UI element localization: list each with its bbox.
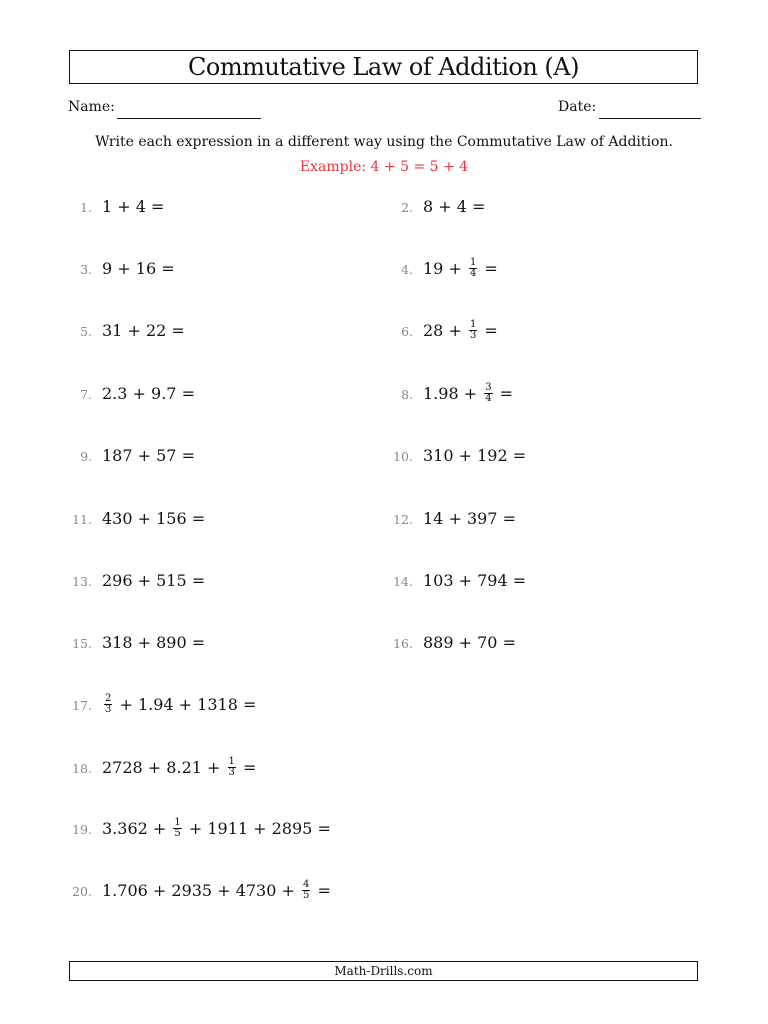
fraction-term: $\frac{1}{5}$ [174, 817, 181, 839]
problem-number: 12. [393, 512, 413, 527]
problem-expression [423, 197, 485, 216]
number-term: 19 [423, 259, 444, 278]
number-term: 296 [102, 571, 133, 590]
equals-sign: = [176, 384, 195, 403]
plus-operator: + [453, 446, 478, 465]
date-field[interactable] [599, 118, 701, 119]
equals-sign: = [507, 571, 527, 590]
plus-operator: + [453, 571, 478, 590]
number-term: 2935 [171, 881, 213, 900]
equals-sign: = [237, 758, 257, 777]
problem-number: 10. [393, 449, 413, 464]
fraction-term: $\frac{2}{3}$ [105, 693, 112, 715]
number-term: 156 [156, 509, 187, 528]
number-term: 1.94 [137, 695, 174, 714]
plus-operator: + [443, 259, 467, 278]
equals-sign: = [479, 321, 498, 340]
problem-expression [423, 571, 526, 590]
problem-number: 4. [401, 262, 413, 277]
equals-sign: = [497, 509, 516, 528]
footer: Math-Drills.com [69, 961, 698, 981]
number-term: 28 [423, 321, 444, 340]
problem-expression [102, 571, 205, 590]
problem-number: 20. [72, 884, 92, 899]
number-term: 397 [466, 509, 498, 528]
problem-expression [102, 446, 195, 465]
number-term: 890 [156, 633, 187, 652]
number-term: 2.3 [102, 384, 128, 403]
problem-expression [102, 384, 195, 403]
problem-number: 5. [80, 324, 92, 339]
number-term: 318 [102, 633, 133, 652]
equals-sign: = [166, 321, 185, 340]
number-term: 1 [102, 197, 113, 216]
number-term: 192 [477, 446, 508, 465]
plus-operator: + [443, 321, 467, 340]
plus-operator: + [142, 758, 167, 777]
number-term: 3.362 [102, 819, 148, 838]
number-term: 2895 [271, 819, 313, 838]
fraction-term: $\frac{1}{4}$ [469, 257, 477, 279]
number-term: 187 [102, 446, 133, 465]
number-term: 1911 [207, 819, 249, 838]
number-term: 515 [156, 571, 187, 590]
problem-number: 2. [401, 200, 413, 215]
problem-expression [102, 881, 331, 902]
number-term: 4 [135, 197, 146, 216]
plus-operator: + [127, 384, 152, 403]
equals-sign: = [312, 819, 331, 838]
number-term: 1318 [197, 695, 238, 714]
problem-expression [102, 259, 175, 278]
plus-operator: + [132, 633, 157, 652]
number-term: 430 [102, 509, 133, 528]
problem-expression [102, 633, 205, 652]
equals-sign: = [312, 881, 331, 900]
problem-expression [423, 384, 513, 405]
name-label: Name: [68, 99, 115, 115]
number-term: 4730 [235, 881, 277, 900]
plus-operator: + [112, 259, 136, 278]
problem-number: 8. [401, 387, 413, 402]
number-term: 1.98 [423, 384, 459, 403]
plus-operator: + [132, 509, 157, 528]
fraction-term: $\frac{1}{3}$ [228, 756, 235, 778]
problem-number: 16. [393, 636, 413, 651]
problem-number: 18. [72, 761, 92, 776]
plus-operator: + [183, 819, 208, 838]
number-term: 8 [423, 197, 434, 216]
fraction-term: $\frac{1}{3}$ [469, 319, 477, 341]
problem-expression [102, 197, 164, 216]
date-label: Date: [558, 99, 597, 115]
plus-operator: + [453, 633, 478, 652]
plus-operator: + [201, 758, 226, 777]
number-term: 103 [423, 571, 454, 590]
number-term: 2728 [102, 758, 143, 777]
number-term: 70 [477, 633, 498, 652]
plus-operator: + [147, 819, 172, 838]
problem-expression [423, 259, 498, 280]
equals-sign: = [466, 197, 486, 216]
plus-operator: + [458, 384, 483, 403]
problem-number: 1. [80, 200, 92, 215]
plus-operator: + [132, 571, 157, 590]
problem-number: 11. [72, 512, 92, 527]
number-term: 31 [102, 321, 123, 340]
instruction-text: Write each expression in a different way using the Commutative Law of Addition. [95, 134, 673, 150]
problem-expression [423, 633, 516, 652]
equals-sign: = [507, 446, 527, 465]
number-term: 9.7 [151, 384, 177, 403]
problem-expression [102, 695, 256, 716]
equals-sign: = [176, 446, 195, 465]
equals-sign: = [186, 509, 206, 528]
problem-expression [102, 819, 331, 840]
worksheet-title: Commutative Law of Addition (A) [69, 50, 698, 84]
problem-expression [102, 758, 256, 779]
equals-sign: = [479, 259, 498, 278]
plus-operator: + [433, 197, 457, 216]
plus-operator: + [276, 881, 300, 900]
problem-number: 19. [72, 822, 92, 837]
fraction-term: $\frac{4}{5}$ [302, 879, 310, 901]
equals-sign: = [145, 197, 165, 216]
problem-expression [423, 509, 516, 528]
example-text: Example: 4 + 5 = 5 + 4 [299, 159, 469, 175]
equals-sign: = [497, 633, 516, 652]
problem-number: 13. [72, 574, 92, 589]
fraction-term: $\frac{3}{4}$ [485, 382, 492, 404]
number-term: 4 [456, 197, 467, 216]
problem-number: 15. [72, 636, 92, 651]
name-field[interactable] [117, 118, 261, 119]
plus-operator: + [147, 881, 172, 900]
problem-number: 14. [393, 574, 413, 589]
number-term: 57 [156, 446, 177, 465]
equals-sign: = [237, 695, 257, 714]
plus-operator: + [132, 446, 157, 465]
plus-operator: + [443, 509, 467, 528]
problem-number: 17. [72, 698, 92, 713]
equals-sign: = [494, 384, 514, 403]
number-term: 310 [423, 446, 454, 465]
number-term: 889 [423, 633, 454, 652]
plus-operator: + [248, 819, 272, 838]
problem-number: 6. [401, 324, 413, 339]
number-term: 14 [423, 509, 444, 528]
number-term: 8.21 [166, 758, 202, 777]
plus-operator: + [173, 695, 198, 714]
equals-sign: = [186, 571, 206, 590]
plus-operator: + [112, 197, 136, 216]
problem-number: 7. [80, 387, 92, 402]
problem-expression [423, 321, 498, 342]
problem-number: 9. [80, 449, 92, 464]
problem-expression [423, 446, 526, 465]
number-term: 16 [135, 259, 157, 278]
plus-operator: + [122, 321, 146, 340]
equals-sign: = [156, 259, 175, 278]
number-term: 794 [477, 571, 508, 590]
problem-number: 3. [80, 262, 92, 277]
number-term: 22 [145, 321, 167, 340]
number-term: 1.706 [102, 881, 148, 900]
plus-operator: + [114, 695, 138, 714]
problem-expression [102, 321, 185, 340]
problem-expression [102, 509, 205, 528]
number-term: 9 [102, 259, 113, 278]
plus-operator: + [212, 881, 236, 900]
equals-sign: = [186, 633, 206, 652]
